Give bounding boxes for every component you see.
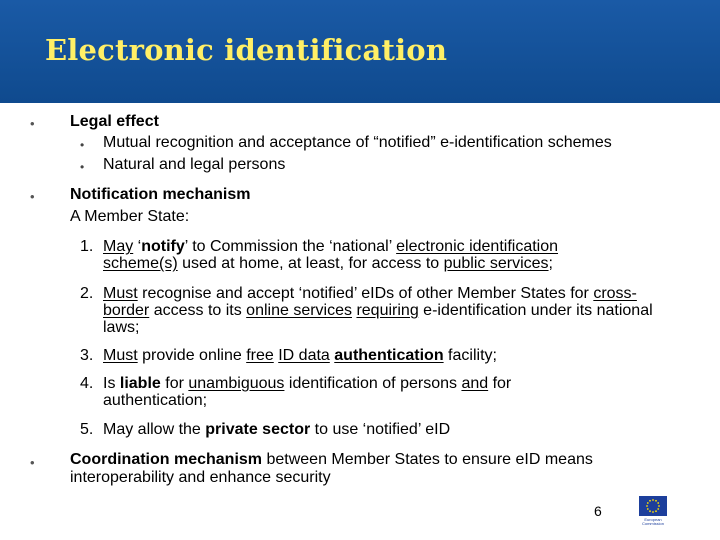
eu-star [647, 502, 649, 504]
bullet-icon: • [30, 116, 35, 131]
eu-star [657, 502, 659, 504]
notification-item: Must provide online free ID data authentication facility; [103, 347, 497, 364]
eu-star [652, 511, 654, 513]
page-number: 6 [594, 503, 602, 519]
legal-effect-heading: Legal effect [70, 113, 159, 130]
legal-effect-item: Natural and legal persons [103, 156, 286, 173]
notification-item: May allow the private sector to use ‘notified’ eID [103, 421, 451, 438]
legal-effect-item: Mutual recognition and acceptance of “notified” e-identification schemes [103, 134, 612, 151]
bullet-icon: • [80, 138, 85, 152]
list-number: 4. [80, 375, 94, 392]
eu-star [649, 500, 651, 502]
coordination-text: Coordination mechanism between Member States to ensure eID means interoperability and enhance security [70, 451, 593, 486]
eu-star [655, 510, 657, 512]
notification-item: Must recognise and accept ‘notified’ eIDs of other Member States for cross-border access to its online services requiring e-identification under its national laws; [103, 285, 653, 336]
eu-star [647, 508, 649, 510]
list-number: 1. [80, 238, 94, 255]
list-number: 3. [80, 347, 94, 364]
notification-heading: Notification mechanism [70, 186, 251, 203]
slide-title: Electronic identification [45, 33, 448, 67]
eu-star [649, 510, 651, 512]
eu-star [658, 505, 660, 507]
eu-star [655, 500, 657, 502]
bullet-icon: • [30, 455, 35, 470]
list-number: 5. [80, 421, 94, 438]
notification-item: May ‘notify’ to Commission the ‘national’ electronic identification scheme(s) used at home, at least, for access to public services; [103, 238, 559, 272]
eu-star [657, 508, 659, 510]
bullet-icon: • [80, 160, 85, 174]
notification-intro: A Member State: [70, 208, 190, 225]
list-number: 2. [80, 285, 94, 302]
eu-star [652, 499, 654, 501]
eu-star [646, 505, 648, 507]
logo-caption: European Commission [641, 517, 664, 526]
bullet-icon: • [30, 189, 35, 204]
eu-flag-icon [639, 496, 667, 516]
notification-item: Is liable for unambiguous identification of persons and for authentication; [103, 375, 512, 409]
